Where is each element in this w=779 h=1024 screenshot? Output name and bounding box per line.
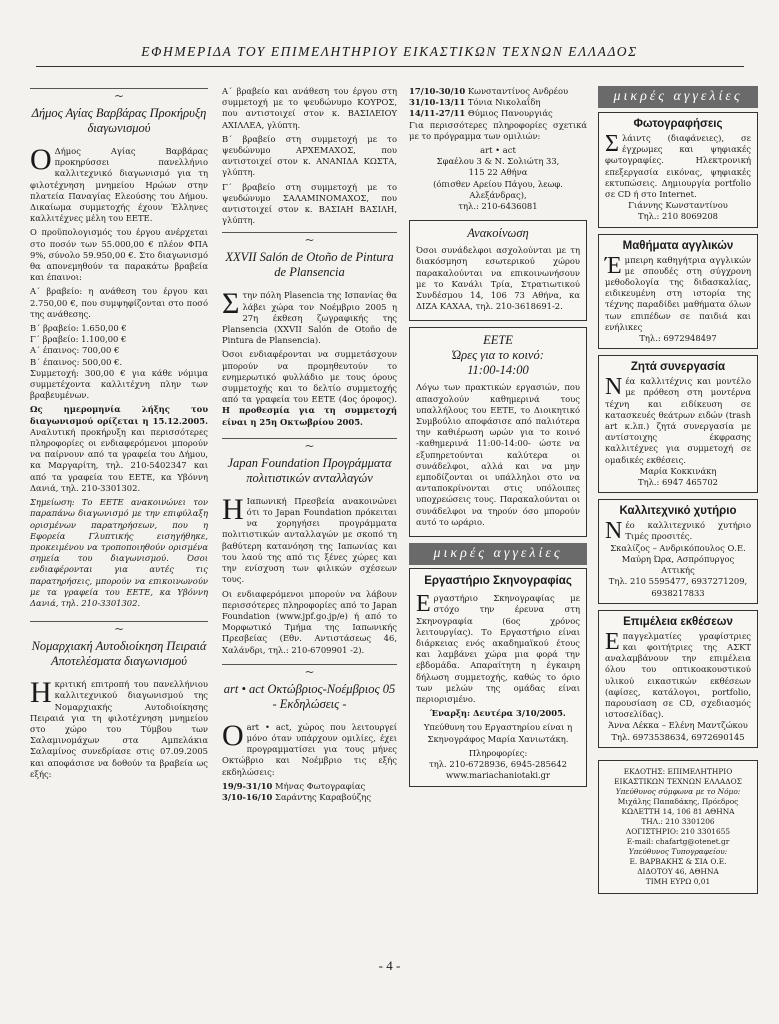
article-paragraph: Όσοι ενδιαφέρονται να συμμετάσχουν μπορούν να προμηθευτούν το ενημερωτικό φυλλάδιο με τους όρους συμμετοχής και το δελτίο συμμετοχής από τα γραφεία του ΕΕΤΕ (4ος όροφος). Η προθεσμία για τη συμμετοχή είναι η 25η Οκτωβρίου 2005. [222, 349, 397, 427]
drop-cap: Η [222, 492, 244, 526]
prize-line: Β΄ βραβείο: 1.650,00 € [30, 323, 127, 334]
classified-tel: Τηλ.: 6947 465702 [637, 477, 718, 488]
drop-cap: Ε [605, 628, 620, 655]
classified-tel: Τηλ.: 210 8069208 [637, 211, 718, 222]
publisher-line: Ε. ΒΑΡΒΑΚΗΣ & ΣΙΑ Ο.Ε. [629, 856, 727, 866]
address-line: (όπισθεν Αρείου Πάγου, λεωφ. Αλεξάνδρας), [433, 178, 563, 200]
column-3 [409, 86, 587, 787]
eete-hours: 11:00-14:00 [467, 363, 529, 378]
address-line: art • act [480, 145, 516, 156]
workshop-web[interactable]: www.mariachaniotaki.gr [445, 770, 551, 781]
publisher-line: ΚΩΛΕΤΤΗ 14, 106 81 ΑΘΗΝΑ [621, 806, 735, 816]
drop-cap: Σ [605, 131, 619, 157]
classified-ad [598, 112, 758, 228]
article-note: Σημείωση: Το ΕΕΤΕ ανακοινώνει τον παραπάνω διαγωνισμό με την επιφύλαξη ορισμένων παρατηρήσεων, που η Εφορεία Γλυπτικής εισηγήθηκε, προκειμένου να τροποποιηθούν ορισμένα σημεία του διαγωνισμού. Όσοι ενδιαφέρονται για αυτές τις παρατηρήσεις, μπορούν να επικοινωνούν με τα γραφεία του ΕΕΤΕ, κα Υβόννη Δανιά, τηλ. 210-3301302. [30, 497, 208, 608]
article-paragraph: Α΄ βραβείο και ανάθεση του έργου στη συμμετοχή με το ψευδώνυμο ΚΟΥΡΟΣ, που αντιστοιχεί στον κ. ΒΑΣΙΛΕΙΟΥ ΑΧΙΛΛΕΑ, γλύπτη. [222, 86, 397, 130]
workshop-start: Έναρξη: Δευτέρα 3/10/2005. [430, 708, 566, 719]
workshop-tel: τηλ. 210-6728936, 6945-285642 [429, 758, 567, 769]
article-paragraph: Η Ιαπωνική Πρεσβεία ανακοινώνει ότι το Japan Foundation πρόκειται να χορηγήσει προγράμματα πολιτιστικών ανταλλαγών με σκοπό τη βαθύτερη κατανόηση της Ιαπωνίας και του λαού της από τις ξένες χώρες και την ενίσχυση των φιλικών σχέσεων τους. [222, 492, 397, 585]
article-paragraph: Ηκριτική επιτροπή του πανελλήνιου καλλιτεχνικού διαγωνισμού της Νομαρχιακής Αυτοδιοίκησης Πειραιά για τη φιλοτέχνηση μνημείου στο χώρο του Τύμβου των Σαλαμινομάχων στα Αμπελάκια Σαλαμίνος συνεδρίασε στις 07.09.2005 και αποφάσισε να δοθούν τα βραβεία ως εξής: [30, 676, 208, 779]
prize-line: Α΄ έπαινος: 700,00 € [30, 345, 120, 356]
drop-cap: Ε [416, 591, 431, 618]
publisher-line: ΔΙΔΟΤΟΥ 46, ΑΘΗΝΑ [637, 866, 719, 876]
notice-title: Ανακοίνωση [467, 226, 529, 241]
publisher-line: ΕΚΔΟΤΗΣ: ΕΠΙΜΕΛΗΤΗΡΙΟ [623, 766, 733, 776]
classifieds-banner: μικρές αγγελίες [598, 86, 758, 108]
drop-cap: Ο [222, 718, 244, 752]
article-title-salon-otono: XXVII Salón de Otoño de Pintura de Plansencia [225, 250, 394, 280]
event-line: 3/10-16/10 Σαράντης Καραβούζης [222, 791, 372, 802]
classifieds-banner: μικρές αγγελίες [409, 543, 587, 565]
notice-box [409, 220, 587, 321]
classified-name: Μαρία Κοκκινάκη [639, 465, 717, 476]
article-paragraph: Ο προϋπολογισμός του έργου ανέρχεται στο ποσόν των 55.000,00 € πλέον ΦΠΑ 9%, σύνολο 59.950,00 €. Στο διαγωνισμό θα απονεμηθούν τα παρακάτω βραβεία και έπαινοι: [30, 227, 208, 283]
drop-cap: Σ [222, 287, 240, 321]
workshop-text: Εργαστήριο Σκηνογραφίας με στόχο την έρευνα στη Σκηνογραφία (6ος χρόνος λειτουργίας). Το Εργαστήριο είναι διάρκειας ενός ακαδημαϊκού έτους και λαμβάνει χώρα μια φορά την εβδομάδα. Απαραίτητη η έγκαιρη δήλωση συμμετοχής, καθώς το όριο των μελών της ομάδας είναι περιορισμένο. [416, 591, 580, 704]
eete-title: ΕΕΤΕ [483, 333, 513, 348]
publisher-line: ΕΙΚΑΣΤΙΚΩΝ ΤΕΧΝΩΝ ΕΛΛΑΔΟΣ [614, 776, 742, 786]
drop-cap: Ν [605, 374, 623, 401]
classified-text: Έμπειρη καθηγήτρια αγγλικών με σπουδές στη σύγχρονη μεθοδολογία της διδασκαλίας, ειδικευμένη στη ιστορία της τέχνης παραδίδει μαθήματα όλων των επιπέδων σε παιδιά και ενήλικες [605, 252, 751, 332]
classified-text: Νέο καλλιτεχνικό χυτήριο Τιμές προσιτές. [605, 518, 751, 545]
publisher-line: Υπεύθυνος Τυπογραφείου: [628, 846, 728, 856]
article-paragraph: Για περισσότερες πληροφορίες σχετικά με το πρόγραμμα των ομιλιών: [409, 119, 587, 141]
classified-title: Καλλιτεχνικό χυτήριο [619, 505, 737, 518]
classified-title: Φωτογραφήσεις [633, 118, 723, 130]
publisher-line: Μιχάλης Παπαδάκης, Πρόεδρος [617, 796, 739, 806]
classified-name: Γιάννης Κωνσταντίνου [628, 200, 728, 211]
article-paragraph: Ως ημερομηνία λήξης του διαγωνισμού ορίζεται η 15.12.2005. Αναλυτική προκήρυξη και περισσότερες πληροφορίες οι ενδιαφερόμενοι μπορούν να παίρνουν από τα γραφεία του Δήμου, κα Μαργαρίτη, τηλ. 210-5402347 και από τα γραφεία του ΕΕΤΕ, κα Υβόννη Δανιά, τηλ. 210-3301302. [30, 404, 208, 493]
address-line: τηλ.: 210-6436081 [458, 201, 538, 212]
eete-text: Λόγω των πρακτικών εργασιών, που απασχολούν καθημερινά τους υπαλλήλους του ΕΕΤΕ, το Διοικητικό Συμβούλιο αποφάσισε από παλιότερα την καθιέρωση ωρών για το κοινό -καθημερινά 11:00-14:00- ώστε να εξυπηρετούνται καλύτερα οι συνάδελφοι, αλλά και να μην εμποδίζονται οι υπάλληλοι στο να ανταποκρίνονται στις υπόλοιπες υποχρεώσεις τους. Παρακαλούνται οι συνάδελφοι να τηρούν όσο μπορούν αυτό το ωράριο. [416, 382, 580, 527]
classified-ad [598, 610, 758, 748]
workshop-box [409, 568, 587, 787]
classified-ad [598, 234, 758, 350]
article-paragraph: Ο Δήμος Αγίας Βαρβάρας προκηρύσσει πανελλήνιο καλλιτεχνικό διαγωνισμό για τη φιλοτέχνηση μνημείου Ηρώων στην πλατεία Παναγίας Ελεούσης του Δήμου. Δικαίωμα συμμετοχής έχουν Έλληνες καλλιτέχνες μέλη του ΕΕΤΕ. [30, 143, 208, 224]
article-paragraph: Οι ενδιαφερόμενοι μπορούν να λάβουν περισσότερες πληροφορίες από το Japan Foundation (www.jpf.go.jp/e) ή από το Μορφωτικό Τμήμα της Ιαπωνικής Πρεσβείας (Εθν. Αντιστάσεως 46, Χαλάνδρι, τηλ.: 210-6709901 -2). [222, 588, 397, 655]
workshop-info: Πληροφορίες: [468, 747, 528, 758]
article-paragraph: Οart • act, χώρος που λειτουργεί μόνο όταν υπάρχουν ομιλίες, έχει προγραμματίσει για τους μήνες Οκτώβριο και Νοέμβριο τις εξής εκδηλώσεις: [222, 718, 397, 777]
article-paragraph: Γ΄ βραβείο στη συμμετοχή με το ψευδώνυμο ΣΑΛΑΜΙΝΟΜΑΧΟΣ, που αντιστοιχεί στον κ. ΒΑΣΙΑΗ ΒΑΣΙΛΗ, γλύπτη. [222, 181, 397, 226]
article-paragraph: Συμμετοχή: 300,00 € για κάθε νόμιμα συμμετέχοντα καλλιτέχνη πλην των βραβευμένων. [30, 367, 208, 401]
classified-title: Μαθήματα αγγλικών [622, 239, 734, 252]
masthead: ΕΦΗΜΕΡΙΔΑ ΤΟΥ ΕΠΙΜΕΛΗΤΗΡΙΟΥ ΕΙΚΑΣΤΙΚΩΝ ΤΕΧΝΩΝ ΕΛΛΑΔΟΣ [141, 44, 638, 59]
column-1 [30, 86, 208, 783]
article-title-art-act: art • act Οκτώβριος-Νοέμβριος 05 - Εκδηλώσεις - [223, 681, 396, 711]
drop-cap: Η [30, 676, 52, 710]
ornament: ~ [222, 438, 397, 452]
classified-text: Σλάιντς (διαφάνειες), σε έγχρωμες και ψηφιακές φωτογραφίες. Ηλεκτρονική επεξεργασία εικόνας, ψηφιακές εκτυπώσεις. Δημιουργία portfolio σε CD ή στο Internet. [605, 131, 751, 200]
classified-title: Επιμέλεια εκθέσεων [623, 615, 733, 628]
classified-name: Άννα Λέκκα – Ελένη Μαντζώκου [608, 720, 748, 731]
ornament: ~ [30, 88, 208, 102]
publisher-line: ΛΟΓΙΣΤΗΡΙΟ: 210 3301655 [625, 826, 731, 836]
event-line: 19/9-31/10 Μήνας Φωτογραφίας [222, 780, 366, 791]
classified-ad [598, 355, 758, 493]
classified-tel: Τηλ.: 6972948497 [639, 333, 717, 344]
masthead-rule [36, 66, 744, 67]
article-title-japan-foundation: Japan Foundation Προγράμματα πολιτιστικών ανταλλαγών [227, 455, 392, 485]
workshop-resp: Υπεύθυνη του Εργαστηρίου είναι η Σκηνογράφος Μαρία Χανιωτάκη. [423, 722, 573, 744]
article-paragraph: Β΄ βραβείο στη συμμετοχή με το ψευδώνυμο ΑΡΧΕΜΑΧΟΣ, που αντιστοιχεί στον κ. ΑΝΑΝΙΔΑ ΚΩΣΤΑ, γλύπτη. [222, 133, 397, 178]
drop-cap: Ν [605, 518, 623, 545]
publisher-line: ΤΙΜΗ ΕΥΡΩ 0,01 [645, 876, 711, 886]
publisher-email[interactable]: E-mail: chafartg@otenet.gr [626, 836, 730, 846]
ornament: ~ [222, 664, 397, 678]
event-line: 31/10-13/11 Τόνια Νικολαΐδη [409, 97, 541, 108]
prize-line: Α΄ βραβείο: η ανάθεση του έργου και 2.750,00 €, που συμψηφίζονται στο ποσό της ανάθεσης. [30, 286, 208, 319]
ornament: ~ [30, 621, 208, 635]
column-4 [598, 86, 758, 894]
eete-hours-box [409, 327, 587, 537]
drop-cap: Ο [30, 143, 52, 176]
classified-list [598, 112, 758, 748]
article-title-piraeus: Νομαρχιακή Αυτοδιοίκηση Πειραιά Αποτελέσματα διαγωνισμού [31, 639, 207, 669]
classified-ad [598, 499, 758, 603]
event-line: 17/10-30/10 Κωνσταντίνος Ανδρέου [409, 86, 569, 96]
workshop-title: Εργαστήριο Σκηνογραφίας [424, 575, 572, 588]
notice-text: Όσοι συνάδελφοι ασχολούνται με τη διακόσμηση εσωτερικού χώρου παρακαλούνται να επικοινωνήσουν με το Κανάλι Τρία, Στρατιωτικού Συνδέσμου 14, 106 73 Αθήνα, κα ΔΙΖΑ ΚΑΧΑΑ, τηλ. 210-3618691-2. [416, 245, 580, 312]
event-line: 14/11-27/11 Θύμιος Πανουργιάς [409, 108, 553, 119]
prize-line: Β΄ έπαινος: 500,00 €. [30, 356, 123, 367]
article-title-agia-varvara: Δήμος Αγίας Βαρβάρας Προκήρυξη διαγωνισμού [31, 106, 207, 135]
eete-subtitle: Ώρες για το κοινό: [452, 348, 544, 363]
art-act-address [409, 145, 587, 212]
classified-tel: Τηλ. 6973538634, 6972690145 [611, 731, 745, 742]
ornament: ~ [222, 232, 397, 246]
classified-text: Επαγγελματίες γραφίστριες και φοιτήτριες της ΑΣΚΤ αναλαμβάνουν την επιμέλεια όλου του οπτικοακουστικού υλικού εικαστικών εκθέσεων (αφίσες, κατάλογοι, portfolio, παρουσίαση σε CD, σχεδιασμός ιστοσελίδας). [605, 628, 751, 720]
classified-name: Σκαλίζος – Ανδρικόπουλος Ο.Ε. Μαύρη Ώρα, Ασπρόπυργος Αττικής [610, 542, 746, 576]
drop-cap: Έ [605, 252, 622, 279]
page-number: - 4 - [378, 958, 401, 973]
classified-tel: Τηλ. 210 5595477, 6937271209, 6938217833 [608, 576, 748, 598]
column-2 [222, 86, 397, 803]
prize-line: Γ΄ βραβείο: 1.100,00 € [30, 334, 127, 345]
address-line: 115 22 Αθήνα [468, 167, 528, 178]
publisher-line: Υπεύθυνος σύμφωνα με το Νόμο: [615, 786, 741, 796]
address-line: Σφαέλου 3 & Ν. Σολιώτη 33, [436, 156, 560, 167]
publisher-line: ΤΗΛ.: 210 3301206 [641, 816, 715, 826]
classified-text: Νέα καλλιτέχνις και μοντέλο με πρόθεση στη μοντέρνα τέχνη και ειδίκευση σε κατασκευές θεάτρων ειδών (trash art κ.λπ.) ζητά συνεργασία με αντίστοιχης έκφρασης καλλιτέχνες για συμμετοχή σε ομαδικές εκθέσεις. [605, 374, 751, 465]
classified-title: Ζητά συνεργασία [630, 361, 726, 374]
publisher-box [598, 760, 758, 894]
article-paragraph: Στην πόλη Plasencia της Ισπανίας θα λάβει χώρα τον Νοέμβριο 2005 η 27η έκθεση ζωγραφικής της Plansencia (XXVII Salón de Otoño de Pintura de Plansencia). [222, 287, 397, 346]
